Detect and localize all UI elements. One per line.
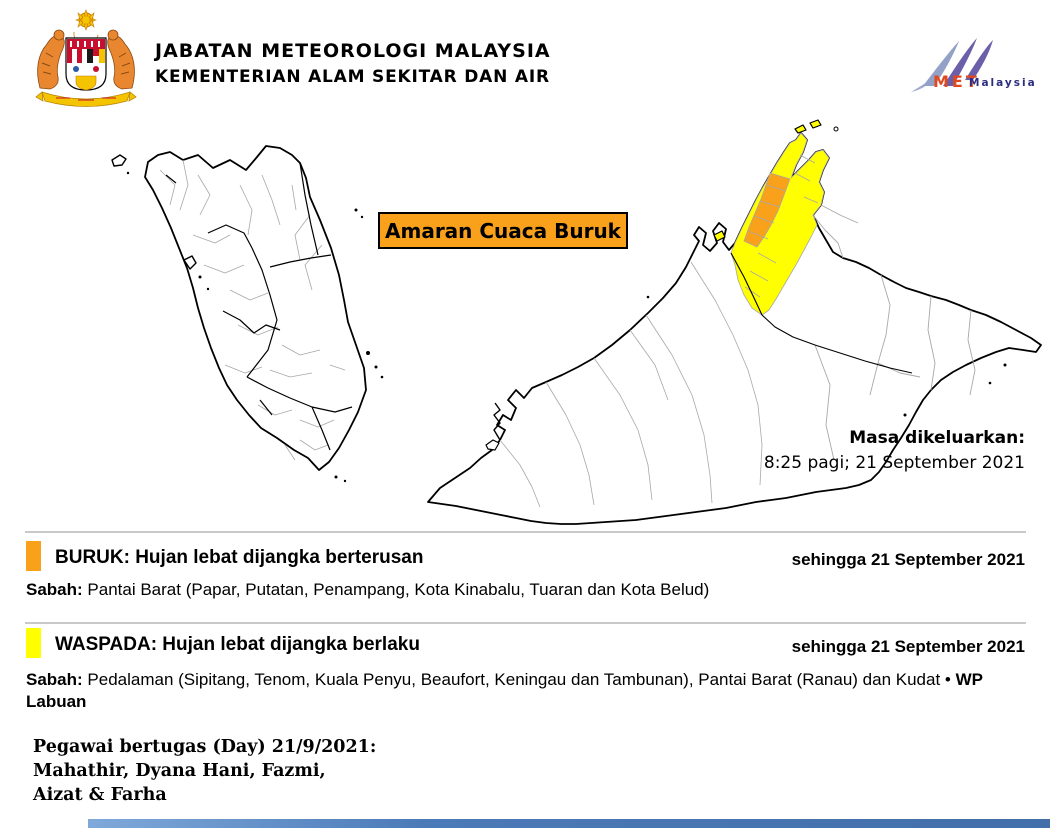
waspada-areas-text: Pedalaman (Sipitang, Tenom, Kuala Penyu, Beaufort, Keningau dan Tambunan), Pantai Barat (Ranau) dan Kudat •: [87, 670, 956, 689]
buruk-warning-title: BURUK: Hujan lebat dijangka berterusan: [55, 547, 424, 568]
weather-warning-banner: Amaran Cuaca Buruk: [378, 212, 628, 249]
waspada-region-label: Sabah:: [26, 670, 83, 689]
divider-line: [25, 531, 1026, 533]
divider-line: [25, 622, 1026, 624]
footer-accent-bar: [88, 819, 1050, 828]
waspada-validity: sehingga 21 September 2021: [791, 637, 1025, 656]
agency-title: [155, 40, 551, 87]
waspada-areas-bold-text: WP Labuan: [26, 670, 983, 711]
waspada-color-swatch: [26, 628, 41, 658]
agency-title-line1: JABATAN METEOROLOGI MALAYSIA: [155, 40, 551, 62]
duty-officers-line2: Mahathir, Dyana Hani, Fazmi,: [33, 761, 326, 781]
malaysia-coat-of-arms-icon: [28, 8, 144, 112]
peninsular-malaysia: [112, 146, 383, 482]
buruk-areas-text: Pantai Barat (Papar, Putatan, Penampang, Kota Kinabalu, Tuaran dan Kota Belud): [87, 580, 710, 599]
buruk-validity: sehingga 21 September 2021: [791, 550, 1025, 569]
met-malaysia-logo: [903, 36, 1037, 98]
met-logo-text: MET: [933, 72, 980, 91]
issued-time-label: Masa dikeluarkan:: [849, 428, 1025, 448]
duty-officers-line3: Aizat & Farha: [33, 785, 167, 805]
buruk-areas: [26, 579, 1026, 601]
buruk-region-label: Sabah:: [26, 580, 83, 599]
issued-time-block: [764, 428, 1025, 473]
waspada-areas: [26, 669, 1026, 713]
duty-officers-block: [33, 735, 376, 807]
issued-time-value: 8:25 pagi; 21 September 2021: [763, 453, 1025, 473]
duty-officers-line1: Pegawai bertugas (Day) 21/9/2021:: [33, 737, 377, 757]
waspada-warning-title: WASPADA: Hujan lebat dijangka berlaku: [55, 634, 420, 655]
buruk-color-swatch: [26, 541, 41, 571]
met-logo-malaysia-text: Malaysia: [969, 77, 1037, 89]
agency-title-line2: KEMENTERIAN ALAM SEKITAR DAN AIR: [155, 67, 550, 87]
